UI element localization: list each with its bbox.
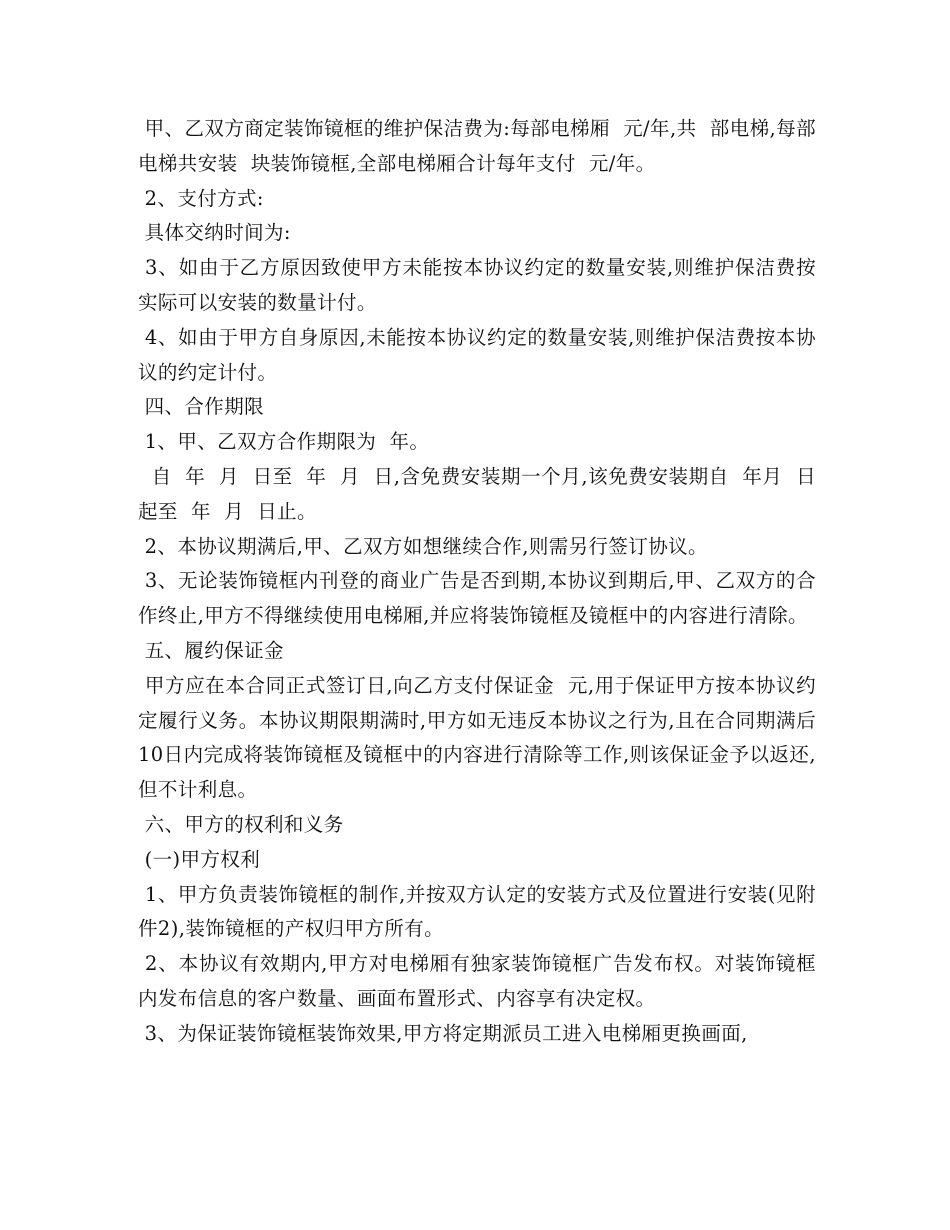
section-heading-term: 四、合作期限 — [138, 395, 265, 419]
paragraph-term-2: 2、本协议期满后,甲、乙双方如想继续合作,则需另行签订协议。 — [138, 534, 708, 558]
paragraph-deposit: 甲方应在本合同正式签订日,向乙方支付保证金 元,用于保证甲方按本协议约定履行义务。本协议期限期满时,甲方如无违反本协议之行为,且在合同期满后10日内完成将装饰镜框及镜框中的内容进行清除等工作,则该保证金予以返还,但不计利息。 — [138, 673, 816, 802]
paragraph-term-1: 1、甲、乙双方合作期限为 年。 — [138, 430, 430, 454]
section-heading-deposit: 五、履约保证金 — [138, 638, 284, 662]
paragraph-term-dates: 自 年 月 日至 年 月 日,含免费安装期一个月,该免费安装期自 年月 日起至 年 月 日止。 — [138, 464, 816, 523]
section-heading-rights: 六、甲方的权利和义务 — [138, 812, 344, 836]
paragraph-payment-method: 2、支付方式: — [138, 186, 264, 210]
paragraph-rights-3: 3、为保证装饰镜框装饰效果,甲方将定期派员工进入电梯厢更换画面, — [138, 1021, 748, 1045]
paragraph-rights-2: 2、本协议有效期内,甲方对电梯厢有独家装饰镜框广告发布权。对装饰镜框内发布信息的客户数量、画面布置形式、内容享有决定权。 — [138, 952, 816, 1010]
subsection-heading-party-a-rights: (一)甲方权利 — [138, 847, 261, 871]
paragraph-payment-time: 具体交纳时间为: — [138, 221, 291, 245]
paragraph-term-3: 3、无论装饰镜框内刊登的商业广告是否到期,本协议到期后,甲、乙双方的合作终止,甲方不得继续使用电梯厢,并应将装饰镜框及镜框中的内容进行清除。 — [138, 569, 816, 628]
paragraph-rights-1: 1、甲方负责装饰镜框的制作,并按双方认定的安装方式及位置进行安装(见附件2),装饰镜框的产权归甲方所有。 — [138, 882, 816, 941]
paragraph-fee: 甲、乙双方商定装饰镜框的维护保洁费为:每部电梯厢 元/年,共 部电梯,每部电梯共安装 块装饰镜框,全部电梯厢合计每年支付 元/年。 — [138, 117, 816, 175]
paragraph-clause-4: 4、如由于甲方自身原因,未能按本协议约定的数量安装,则维护保洁费按本协议的约定计付。 — [138, 325, 816, 384]
paragraph-clause-3: 3、如由于乙方原因致使甲方未能按本协议约定的数量安装,则维护保洁费按实际可以安装的数量计付。 — [138, 256, 816, 314]
document-body — [138, 112, 816, 1052]
